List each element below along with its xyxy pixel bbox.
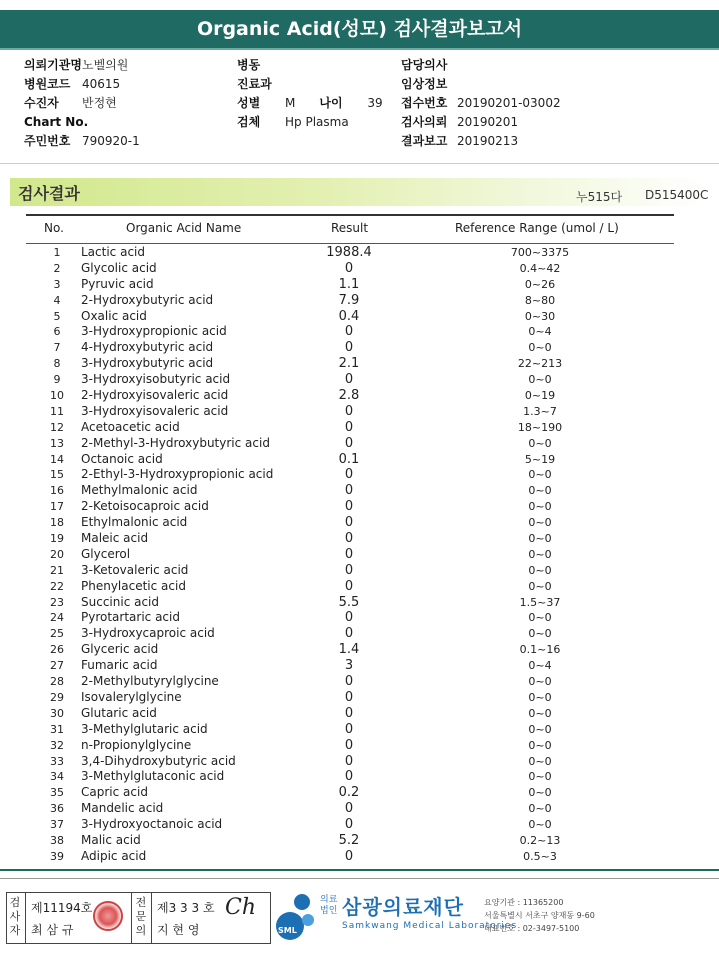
row-number: 20 (50, 547, 64, 561)
result-value: 0 (344, 515, 354, 531)
acid-name: Phenylacetic acid (81, 578, 186, 593)
table-row (0, 499, 719, 515)
table-row (0, 801, 719, 817)
info-label: 주민번호 (24, 134, 71, 148)
row-number: 6 (53, 325, 61, 339)
info-row-sex-age (237, 94, 383, 113)
acid-name: 3-Ketovaleric acid (81, 562, 189, 577)
result-value: 1988.4 (326, 245, 372, 260)
column-header-reference: Reference Range (umol / L) (455, 221, 619, 235)
signature-box (6, 892, 271, 944)
result-value: 0 (344, 626, 354, 642)
row-number: 8 (53, 357, 61, 371)
acid-name: Isovalerylglycine (81, 689, 182, 704)
table-row (0, 547, 719, 563)
signature-divider (131, 893, 132, 943)
acid-name: 3-Methylglutaconic acid (81, 769, 225, 784)
acid-name: 2-Ethyl-3-Hydroxypropionic acid (81, 467, 274, 482)
acid-name: 2-Methyl-3-Hydroxybutyric acid (81, 435, 270, 450)
result-value: 0 (344, 340, 354, 356)
logo-text: SML (278, 926, 297, 935)
acid-name: Ethylmalonic acid (81, 515, 188, 530)
row-number: 29 (50, 690, 64, 704)
report-title: Organic Acid(성모) 검사결과보고서 (0, 10, 719, 48)
official-seal-stamp (93, 901, 123, 931)
info-label: Chart No. (24, 115, 89, 129)
acid-name: 2-Ketoisocaproic acid (81, 499, 209, 514)
result-value: 0 (344, 499, 354, 515)
row-number: 18 (50, 516, 64, 530)
table-row (0, 340, 719, 356)
result-value: 0 (344, 372, 354, 388)
result-value: 0 (344, 753, 354, 769)
table-row (0, 690, 719, 706)
table-row (0, 309, 719, 325)
info-column-3 (401, 56, 561, 151)
table-row (0, 420, 719, 436)
inspector-label-char: 사 (9, 910, 21, 923)
result-value: 0 (344, 610, 354, 626)
acid-name: 2-Hydroxybutyric acid (81, 292, 214, 307)
org-english-name: Samkwang Medical Laboratories (342, 921, 518, 931)
acid-name: n-Propionylglycine (81, 737, 192, 752)
row-number: 31 (50, 722, 64, 736)
row-number: 36 (50, 802, 64, 816)
result-value: 0 (344, 546, 354, 562)
table-row (0, 706, 719, 722)
table-row (0, 817, 719, 833)
footer-rule (0, 869, 719, 871)
test-code: 누515다 (576, 190, 623, 204)
info-value: 790920-1 (82, 134, 140, 148)
row-number: 27 (50, 659, 64, 673)
result-value: 2.8 (338, 388, 360, 404)
row-number: 21 (50, 563, 64, 577)
info-value: 노벨의원 (82, 58, 129, 72)
info-label: 임상정보 (401, 77, 448, 91)
table-row (0, 452, 719, 468)
table-row (0, 658, 719, 674)
reference-range: 0~0 (528, 627, 552, 641)
table-row (0, 277, 719, 293)
result-value: 0 (344, 721, 354, 737)
row-number: 15 (50, 468, 64, 482)
acid-name: Acetoacetic acid (81, 419, 180, 434)
inspector-label (9, 896, 21, 938)
reference-range: 0~0 (528, 770, 552, 784)
result-value: 5.5 (338, 594, 360, 610)
acid-name: 3-Hydroxypropionic acid (81, 324, 227, 339)
acid-name: 3-Methylglutaric acid (81, 721, 208, 736)
test-code-alt: D515400C (645, 188, 709, 202)
org-prefix: 의료법인 (320, 895, 338, 916)
inspector-name: 최 삼 규 (31, 923, 74, 937)
row-number: 4 (53, 293, 61, 307)
acid-name: Glycolic acid (81, 260, 157, 275)
results-table-body (0, 245, 719, 865)
reference-range: 0~0 (528, 706, 552, 720)
acid-name: 3,4-Dihydroxybutyric acid (81, 753, 236, 768)
acid-name: 2-Methylbutyrylglycine (81, 674, 219, 689)
info-value: 20190213 (457, 134, 519, 148)
result-value: 0 (344, 562, 354, 578)
row-number: 17 (50, 500, 64, 514)
column-header-result: Result (331, 221, 369, 235)
reference-range: 22~213 (517, 357, 563, 371)
row-number: 5 (53, 309, 61, 323)
reference-range: 8~80 (524, 293, 556, 307)
info-column-2 (237, 56, 383, 132)
row-number: 3 (53, 277, 61, 291)
result-value: 0.1 (338, 451, 360, 467)
info-column-1 (24, 56, 140, 151)
info-value: 20190201-03002 (457, 96, 561, 110)
table-row (0, 404, 719, 420)
row-number: 35 (50, 786, 64, 800)
info-row-report-date (401, 132, 561, 151)
result-value: 0 (344, 674, 354, 690)
result-value: 0 (344, 801, 354, 817)
result-value: 2.1 (338, 356, 360, 372)
reference-range: 0~19 (524, 389, 556, 403)
table-row (0, 483, 719, 499)
acid-name: Methylmalonic acid (81, 483, 198, 498)
info-label: 담당의사 (401, 58, 448, 72)
reference-range: 5~19 (524, 452, 556, 466)
acid-name: Glutaric acid (81, 705, 157, 720)
result-value: 1.1 (338, 276, 360, 292)
info-label: 병동 (237, 58, 261, 72)
result-value: 0 (344, 689, 354, 705)
row-number: 33 (50, 754, 64, 768)
result-value: 0 (344, 483, 354, 499)
info-label: 성별 (237, 96, 261, 110)
row-number: 14 (50, 452, 64, 466)
table-row (0, 531, 719, 547)
column-header-no: No. (44, 221, 64, 235)
table-row (0, 515, 719, 531)
reference-range: 0~26 (524, 277, 556, 291)
reference-range: 0~0 (528, 500, 552, 514)
acid-name: 3-Hydroxyoctanoic acid (81, 817, 223, 832)
reference-range: 0~0 (528, 786, 552, 800)
reference-range: 0~0 (528, 611, 552, 625)
acid-name: Capric acid (81, 785, 148, 800)
row-number: 9 (53, 373, 61, 387)
acid-name: Malic acid (81, 832, 141, 847)
row-number: 25 (50, 627, 64, 641)
acid-name: Maleic acid (81, 531, 149, 546)
handwritten-signature: Ch (225, 895, 257, 920)
table-row (0, 261, 719, 277)
signature-divider (25, 893, 26, 943)
row-number: 24 (50, 611, 64, 625)
row-number: 38 (50, 833, 64, 847)
table-row (0, 674, 719, 690)
org-code: 요양기관 : 11365200 (484, 898, 564, 907)
info-divider (0, 163, 719, 164)
reference-range: 0~0 (528, 579, 552, 593)
reference-range: 0~0 (528, 563, 552, 577)
row-number: 39 (50, 849, 64, 863)
specialist-license: 제3 3 3 호 (157, 901, 215, 915)
row-number: 16 (50, 484, 64, 498)
result-value: 0 (344, 324, 354, 340)
result-value: 0 (344, 578, 354, 594)
row-number: 37 (50, 818, 64, 832)
reference-range: 0~0 (528, 468, 552, 482)
acid-name: Oxalic acid (81, 308, 147, 323)
row-number: 30 (50, 706, 64, 720)
specialist-label-char: 문 (135, 910, 147, 923)
table-row (0, 595, 719, 611)
row-number: 2 (53, 261, 61, 275)
result-value: 0.4 (338, 308, 360, 324)
table-row (0, 754, 719, 770)
acid-name: 2-Hydroxyisovaleric acid (81, 388, 229, 403)
info-label: 결과보고 (401, 134, 448, 148)
row-number: 12 (50, 420, 64, 434)
info-label: 의뢰기관명 (24, 58, 82, 72)
row-number: 7 (53, 341, 61, 355)
acid-name: 3-Hydroxybutyric acid (81, 356, 214, 371)
info-label: 수진자 (24, 96, 59, 110)
reference-range: 0~0 (528, 722, 552, 736)
result-value: 0 (344, 705, 354, 721)
reference-range: 0~0 (528, 690, 552, 704)
table-row (0, 563, 719, 579)
specialist-name: 지 현 영 (157, 923, 200, 937)
reference-range: 0~0 (528, 547, 552, 561)
info-row-chart-no (24, 113, 140, 132)
result-value: 0 (344, 817, 354, 833)
table-top-rule (26, 214, 674, 216)
result-value: 3 (344, 658, 354, 674)
result-value: 0 (344, 737, 354, 753)
table-row (0, 738, 719, 754)
info-label: 검사의뢰 (401, 115, 448, 129)
reference-range: 0~0 (528, 738, 552, 752)
info-row-hospital-code (24, 75, 140, 94)
row-number: 1 (53, 246, 61, 259)
result-value: 7.9 (338, 292, 360, 308)
reference-range: 0.1~16 (519, 643, 561, 657)
table-row (0, 579, 719, 595)
result-value: 0 (344, 467, 354, 483)
info-row-request-date (401, 113, 561, 132)
row-number: 11 (50, 404, 64, 418)
row-number: 19 (50, 532, 64, 546)
acid-name: 3-Hydroxycaproic acid (81, 626, 215, 641)
inspector-label-char: 자 (9, 924, 21, 937)
specialist-label-char: 의 (135, 924, 147, 937)
title-divider (0, 48, 719, 50)
footer-rule-thin (0, 878, 719, 879)
table-row (0, 785, 719, 801)
acid-name: Succinic acid (81, 594, 160, 609)
row-number: 26 (50, 643, 64, 657)
reference-range: 18~190 (517, 420, 563, 434)
age-value: 39 (367, 96, 383, 110)
acid-name: Glycerol (81, 546, 131, 561)
reference-range: 0~0 (528, 754, 552, 768)
table-row (0, 722, 719, 738)
info-row-department (237, 75, 383, 94)
reference-range: 0~0 (528, 532, 552, 546)
org-contact-info (484, 896, 595, 935)
org-phone: 대표번호 : 02-3497-5100 (484, 924, 580, 933)
acid-name: Fumaric acid (81, 658, 158, 673)
info-label: 접수번호 (401, 96, 448, 110)
reference-range: 0~0 (528, 436, 552, 450)
table-row (0, 372, 719, 388)
column-header-name: Organic Acid Name (126, 221, 242, 235)
reference-range: 1.5~37 (519, 595, 561, 609)
reference-range: 0~0 (528, 484, 552, 498)
info-row-clinical (401, 75, 561, 94)
row-number: 34 (50, 770, 64, 784)
reference-range: 0~0 (528, 341, 552, 355)
result-value: 0 (344, 848, 354, 864)
info-value: Hp Plasma (285, 115, 349, 129)
reference-range: 1.3~7 (523, 404, 557, 418)
acid-name: Lactic acid (81, 245, 145, 259)
reference-range: 0~30 (524, 309, 556, 323)
acid-name: 3-Hydroxyisovaleric acid (81, 403, 229, 418)
acid-name: Adipic acid (81, 848, 147, 863)
row-number: 22 (50, 579, 64, 593)
row-number: 10 (50, 389, 64, 403)
result-value: 0.2 (338, 785, 360, 801)
info-row-ward (237, 56, 383, 75)
reference-range: 0~0 (528, 373, 552, 387)
section-title: 검사결과 (18, 184, 80, 203)
table-row (0, 356, 719, 372)
info-row-resident-no (24, 132, 140, 151)
table-row (0, 642, 719, 658)
table-row (0, 610, 719, 626)
table-header-rule (26, 243, 674, 244)
result-value: 0 (344, 419, 354, 435)
table-row (0, 849, 719, 865)
acid-name: Mandelic acid (81, 801, 164, 816)
table-row (0, 833, 719, 849)
specialist-label (135, 896, 147, 938)
table-row (0, 626, 719, 642)
reference-range: 700~3375 (510, 246, 570, 259)
signature-divider (151, 893, 152, 943)
result-value: 0 (344, 435, 354, 451)
acid-name: Octanoic acid (81, 451, 163, 466)
table-row (0, 467, 719, 483)
sex-value: M (285, 96, 296, 110)
reference-range: 0.2~13 (519, 833, 561, 847)
table-row (0, 245, 719, 261)
reference-range: 0.5~3 (523, 849, 557, 863)
result-value: 0 (344, 403, 354, 419)
info-row-patient (24, 94, 140, 113)
inspector-license: 제11194호 (31, 901, 93, 915)
row-number: 28 (50, 675, 64, 689)
info-row-doctor (401, 56, 561, 75)
org-name: 삼광의료재단 (342, 895, 464, 919)
reference-range: 0~0 (528, 818, 552, 832)
reference-range: 0~0 (528, 802, 552, 816)
info-value: 40615 (82, 77, 121, 91)
table-row (0, 324, 719, 340)
reference-range: 0~4 (528, 325, 552, 339)
reference-range: 0~0 (528, 675, 552, 689)
info-label: 검체 (237, 115, 261, 129)
result-value: 0 (344, 769, 354, 785)
specialist-label-char: 전 (135, 896, 147, 909)
acid-name: Glyceric acid (81, 642, 159, 657)
reference-range: 0.4~42 (519, 261, 561, 275)
reference-range: 0~0 (528, 516, 552, 530)
row-number: 13 (50, 436, 64, 450)
info-value: 20190201 (457, 115, 519, 129)
info-label: 병원코드 (24, 77, 71, 91)
info-value: 반정현 (82, 96, 117, 110)
table-row (0, 436, 719, 452)
acid-name: Pyrotartaric acid (81, 610, 180, 625)
age-label: 나이 (319, 96, 343, 110)
org-address: 서울특별시 서초구 양재동 9-60 (484, 911, 595, 920)
row-number: 32 (50, 738, 64, 752)
acid-name: Pyruvic acid (81, 276, 154, 291)
result-value: 5.2 (338, 832, 360, 848)
info-row-institution (24, 56, 140, 75)
inspector-label-char: 검 (9, 896, 21, 909)
info-row-receipt-no (401, 94, 561, 113)
info-label: 진료과 (237, 77, 272, 91)
reference-range: 0~4 (528, 659, 552, 673)
acid-name: 4-Hydroxybutyric acid (81, 340, 214, 355)
table-row (0, 388, 719, 404)
row-number: 23 (50, 595, 64, 609)
info-row-specimen (237, 113, 383, 132)
acid-name: 3-Hydroxyisobutyric acid (81, 372, 231, 387)
result-value: 0 (344, 260, 354, 276)
table-row (0, 293, 719, 309)
table-row (0, 769, 719, 785)
result-value: 1.4 (338, 642, 360, 658)
result-value: 0 (344, 531, 354, 547)
